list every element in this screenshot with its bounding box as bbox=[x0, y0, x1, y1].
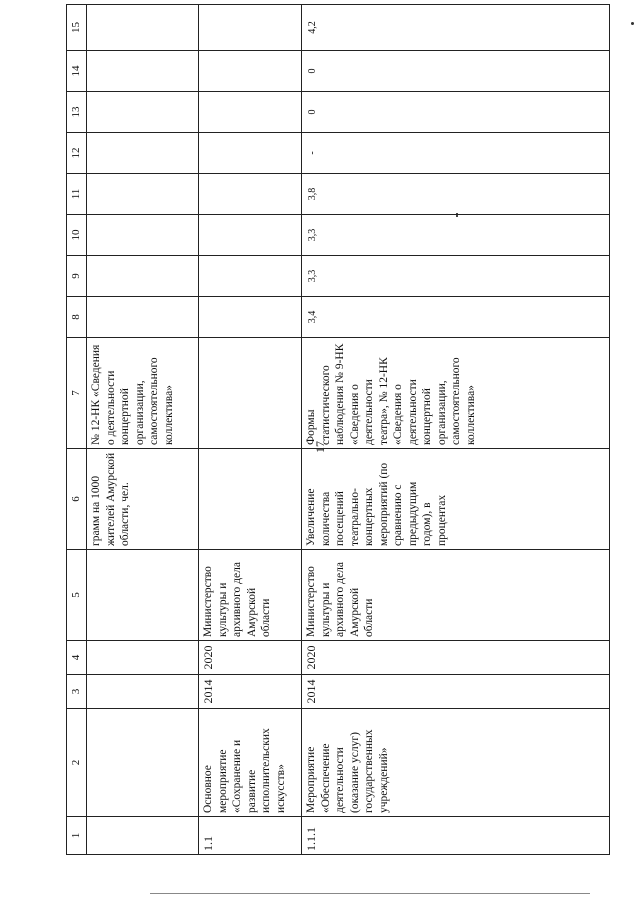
table-cell: 2020 bbox=[199, 641, 302, 675]
table-cell: Мероприятие «Обеспечение деятельности (оказание услуг) государственных учреждений» bbox=[302, 709, 610, 817]
column-header: 13 bbox=[67, 92, 87, 133]
table-cell: 3,3 bbox=[302, 215, 610, 256]
table-cell: 0 bbox=[302, 92, 610, 133]
table-row bbox=[87, 5, 199, 855]
table-cell bbox=[87, 133, 199, 174]
column-header: 9 bbox=[67, 256, 87, 297]
table-cell bbox=[87, 51, 199, 92]
table-cell: Министерство культуры и архивного дела Амурской области bbox=[199, 550, 302, 641]
page-bottom-rule bbox=[150, 893, 590, 894]
table-cell bbox=[87, 550, 199, 641]
table-cell bbox=[87, 641, 199, 675]
table-cell bbox=[199, 174, 302, 215]
table-row bbox=[302, 5, 610, 855]
table-cell bbox=[87, 709, 199, 817]
table-cell: 2014 bbox=[302, 675, 610, 709]
program-table bbox=[66, 4, 610, 855]
table-cell bbox=[199, 92, 302, 133]
column-header: 3 bbox=[67, 675, 87, 709]
table-cell: 4,2 bbox=[302, 5, 610, 51]
table-cell bbox=[87, 297, 199, 338]
column-header: 12 bbox=[67, 133, 87, 174]
table-cell bbox=[87, 256, 199, 297]
table-cell bbox=[87, 675, 199, 709]
column-header: 7 bbox=[67, 338, 87, 449]
scan-mark bbox=[631, 22, 634, 25]
column-header: 1 bbox=[67, 817, 87, 855]
table-cell bbox=[199, 449, 302, 550]
table-header-row bbox=[67, 5, 87, 855]
column-header: 14 bbox=[67, 51, 87, 92]
column-header: 15 bbox=[67, 5, 87, 51]
column-header: 2 bbox=[67, 709, 87, 817]
table-cell: 2014 bbox=[199, 675, 302, 709]
table-cell: Основное мероприятие «Сохранение и развитие исполнительских искусств» bbox=[199, 709, 302, 817]
page-number: 17 bbox=[313, 441, 327, 453]
column-header: 4 bbox=[67, 641, 87, 675]
table-cell bbox=[199, 297, 302, 338]
table-cell bbox=[199, 338, 302, 449]
table-cell: 2020 bbox=[302, 641, 610, 675]
table-row bbox=[199, 5, 302, 855]
rotated-table-container bbox=[66, 21, 609, 855]
column-header: 11 bbox=[67, 174, 87, 215]
table-cell bbox=[87, 174, 199, 215]
table-cell: Формы статистического наблюдения № 9-НК «Сведения о деятельности театра», № 12-НК «Сведения о деятельности концертной организации, самостоятельного коллектива» bbox=[302, 338, 610, 449]
table-cell: Министерство культуры и архивного дела Амурской области bbox=[302, 550, 610, 641]
table-cell bbox=[199, 5, 302, 51]
table-cell: 1.1.1 bbox=[302, 817, 610, 855]
table-cell bbox=[87, 92, 199, 133]
table-cell: грамм на 1000 жителей Амурской области, чел. bbox=[87, 449, 199, 550]
table-cell: 3,3 bbox=[302, 256, 610, 297]
table-cell bbox=[199, 51, 302, 92]
table-cell: - bbox=[302, 133, 610, 174]
table-cell bbox=[87, 817, 199, 855]
table-cell bbox=[199, 256, 302, 297]
table-cell: № 12-НК «Сведения о деятельности концертной организации, самостоятельного коллектива» bbox=[87, 338, 199, 449]
table-cell bbox=[87, 5, 199, 51]
table-cell: 3,4 bbox=[302, 297, 610, 338]
table-frame bbox=[66, 21, 609, 855]
table-cell: 1.1 bbox=[199, 817, 302, 855]
column-header: 8 bbox=[67, 297, 87, 338]
column-header: 10 bbox=[67, 215, 87, 256]
column-header: 6 bbox=[67, 449, 87, 550]
table-cell bbox=[199, 133, 302, 174]
column-header: 5 bbox=[67, 550, 87, 641]
table-cell: Увеличение количества посещений театрально-концертных мероприятий (по сравнению с предыдущим годом), в процентах bbox=[302, 449, 610, 550]
table-cell: 0 bbox=[302, 51, 610, 92]
table-cell: 3,8 bbox=[302, 174, 610, 215]
table-cell bbox=[87, 215, 199, 256]
table-cell bbox=[199, 215, 302, 256]
